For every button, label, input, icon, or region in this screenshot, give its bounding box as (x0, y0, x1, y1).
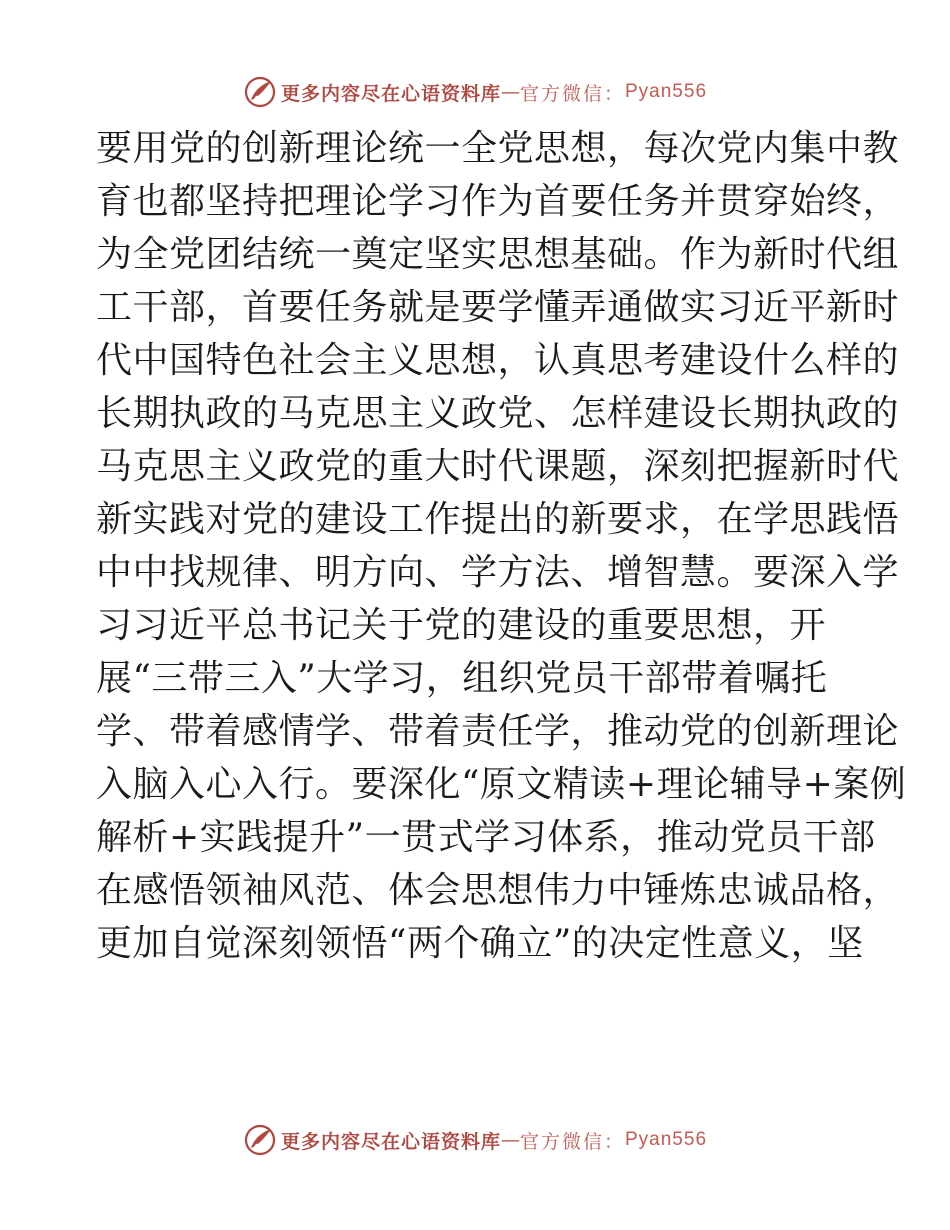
header-dash: — (500, 81, 520, 103)
body-line: 中中找规律、明方向、学方法、增智慧。要深入学 (96, 552, 900, 593)
body-line: 新实践对党的建设工作提出的新要求，在学思践悟 (96, 499, 900, 540)
body-line: 代中国特色社会主义思想，认真思考建设什么样的 (96, 340, 900, 381)
footer-brand-text: 更多内容尽在心语资料库 (280, 1130, 501, 1153)
footer-banner (0, 1120, 950, 1160)
header-wechat-label: 官方微信： (519, 82, 625, 105)
body-line: 展“三带三入”大学习，组织党员干部带着嘱托 (96, 658, 828, 699)
footer-dash: — (500, 1129, 520, 1151)
pen-logo-icon (243, 1123, 277, 1157)
body-line: 为全党团结统一奠定坚实思想基础。作为新时代组 (96, 234, 900, 275)
body-line: 在感悟领袖风范、体会思想伟力中锤炼忠诚品格， (96, 870, 900, 911)
body-line: 要用党的创新理论统一全党思想，每次党内集中教 (96, 128, 900, 169)
header-wechat-id: Pyan556 (625, 81, 708, 102)
footer-wechat-id: Pyan556 (625, 1129, 708, 1150)
body-line: 入脑入心入行。要深化“原文精读+理论辅导+案例 (96, 764, 907, 805)
footer-wechat-label: 官方微信： (519, 1130, 625, 1153)
body-line: 工干部，首要任务就是要学懂弄通做实习近平新时 (96, 287, 900, 328)
body-line: 习习近平总书记关于党的建设的重要思想，开 (96, 605, 827, 646)
document-body (96, 122, 907, 970)
body-line: 更加自觉深刻领悟“两个确立”的决定性意义，坚 (96, 923, 864, 964)
body-line: 学、带着感情学、带着责任学，推动党的创新理论 (96, 711, 900, 752)
header-brand-text: 更多内容尽在心语资料库 (280, 82, 501, 105)
pen-logo-icon (243, 75, 277, 109)
header-banner (0, 72, 950, 112)
body-line: 育也都坚持把理论学习作为首要任务并贯穿始终， (96, 181, 900, 222)
body-line: 解析+实践提升”一贯式学习体系，推动党员干部 (96, 817, 876, 858)
body-line: 马克思主义政党的重大时代课题，深刻把握新时代 (96, 446, 900, 487)
body-line: 长期执政的马克思主义政党、怎样建设长期执政的 (96, 393, 900, 434)
